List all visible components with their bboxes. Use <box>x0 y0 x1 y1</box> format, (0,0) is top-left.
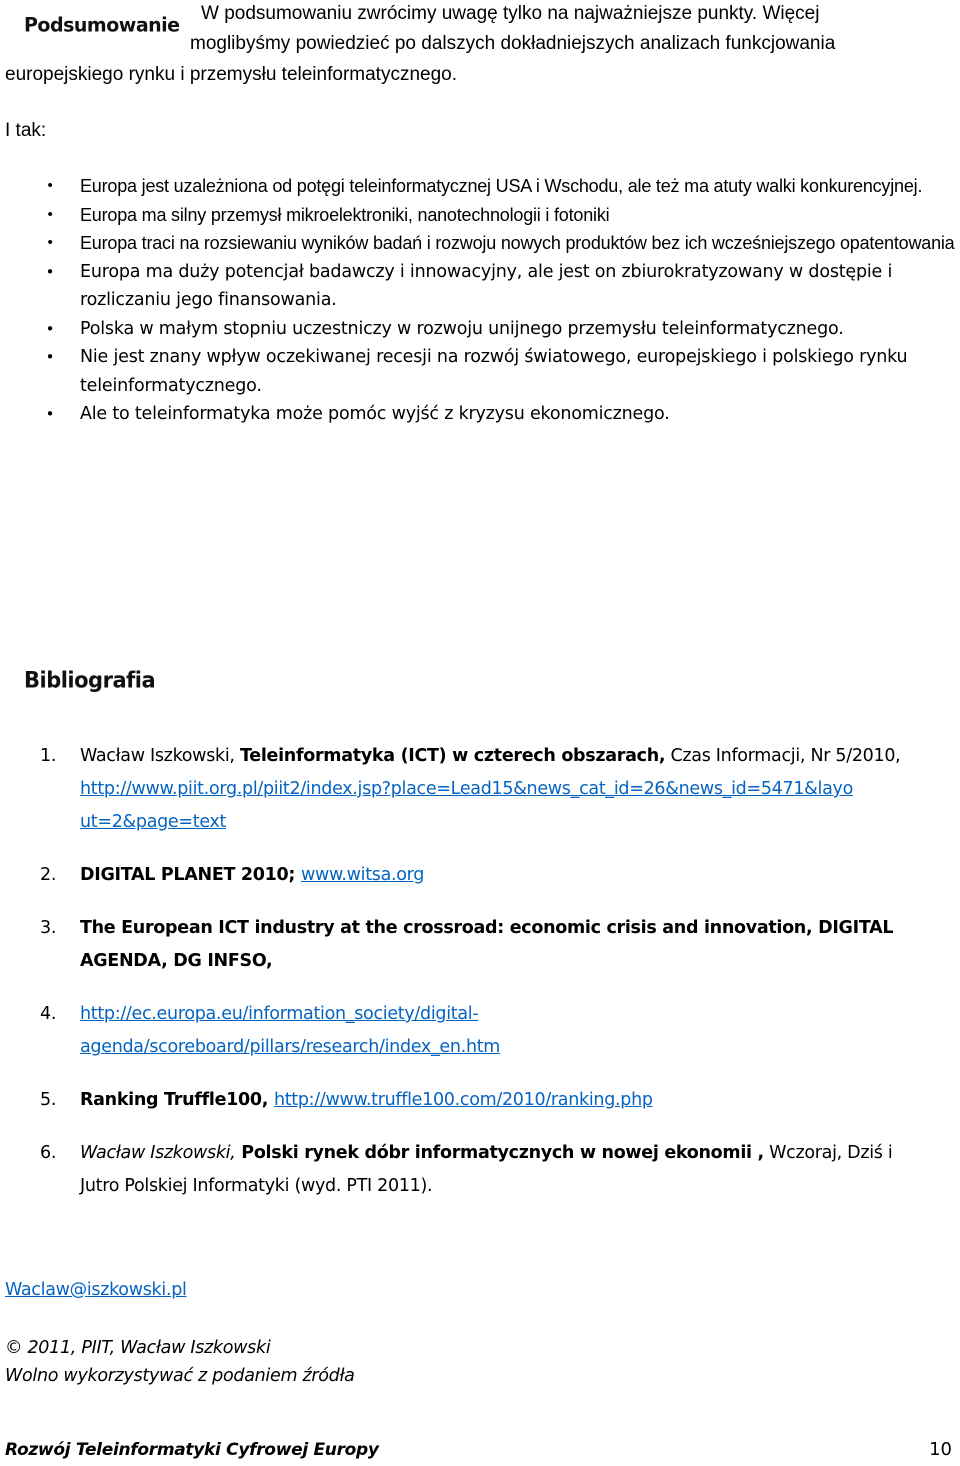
list-item: 1. Wacław Iszkowski, Teleinformatyka (ICT) w czterech obszarach, Czas Informacji, Nr 5/2010, http://www.piit.org.pl/piit2/index.jsp?place=Lead15&news_cat_id=26&news_id=5471&layo ut=2&page=text <box>40 746 901 832</box>
list-item: • Europa traci na rozsiewaniu wyników badań i rozwoju nowych produktów bez ich wcześniejszego opatentowania <box>0 229 960 258</box>
license-text: Wolno wykorzystywać z podaniem źródła <box>5 1366 355 1386</box>
list-item: 6. Wacław Iszkowski, Polski rynek dóbr informatycznych w nowej ekonomii , Wczoraj, Dziś i Jutro Polskiej Informatyki (wyd. PTI 2011). <box>40 1143 893 1196</box>
list-item: • Nie jest znany wpływ oczekiwanej recesji na rozwój światowego, europejskiego i polskiego rynku teleinformatycznego. <box>0 343 960 400</box>
bullet-icon: • <box>45 319 55 338</box>
bibliography-list <box>0 740 960 1203</box>
bullet-icon: • <box>45 262 55 281</box>
bullet-icon: • <box>47 234 53 251</box>
bib-link-ec-europa[interactable]: http://ec.europa.eu/information_society/digital- agenda/scoreboard/pillars/research/index_en.htm <box>80 1004 501 1057</box>
bib-link-piit[interactable]: http://www.piit.org.pl/piit2/index.jsp?place=Lead15&news_cat_id=26&news_id=5471&layo ut=2&page=text <box>80 779 853 832</box>
bullet-icon: • <box>47 205 53 223</box>
intro-line-3: europejskiego rynku i przemysłu teleinformatycznego. <box>5 64 457 85</box>
intro-line-2: moglibyśmy powiedzieć po dalszych dokładniejszych analizach funkcjowania <box>190 33 836 54</box>
bib-link-witsa[interactable]: www.witsa.org <box>300 865 425 885</box>
list-item: • Ale to teleinformatyka może pomóc wyjść z kryzysu ekonomicznego. <box>0 400 960 429</box>
page-number: 10 <box>929 1439 952 1460</box>
summary-bullet-list <box>0 172 960 429</box>
list-item: • Europa ma silny przemysł mikroelektroniki, nanotechnologii i fotoniki <box>0 201 960 230</box>
footer-title: Rozwój Teleinformatyki Cyfrowej Europy <box>5 1440 379 1460</box>
list-item: • Europa ma duży potencjał badawczy i innowacyjny, ale jest on zbiurokratyzowany w dostępie i rozliczaniu jego finansowania. <box>0 258 960 315</box>
bullet-icon: • <box>45 405 55 423</box>
bib-link-truffle[interactable]: http://www.truffle100.com/2010/ranking.php <box>273 1090 653 1110</box>
list-item: • Europa jest uzależniona od potęgi teleinformatycznej USA i Wschodu, ale też ma atuty walki konkurencyjnej. <box>0 172 960 201</box>
email-link[interactable]: Waclaw@iszkowski.pl <box>5 1280 187 1300</box>
summary-heading: Podsumowanie <box>24 13 180 37</box>
list-item: 3. The European ICT industry at the crossroad: economic crisis and innovation, DIGITAL AGENDA, DG INFSO, <box>40 918 894 971</box>
list-item: • Polska w małym stopniu uczestniczy w rozwoju unijnego przemysłu teleinformatycznego. <box>0 315 960 344</box>
bullet-icon: • <box>47 177 53 194</box>
intro-line-1: W podsumowaniu zwrócimy uwagę tylko na najważniejsze punkty. Więcej <box>201 3 820 24</box>
lead-text: I tak: <box>5 120 47 141</box>
bullet-icon: • <box>45 348 55 366</box>
list-item: 4. http://ec.europa.eu/information_society/digital- agenda/scoreboard/pillars/research/index_en.htm <box>40 1004 501 1057</box>
copyright-text: © 2011, PIIT, Wacław Iszkowski <box>5 1338 271 1358</box>
bibliography-heading: Bibliografia <box>24 667 156 693</box>
list-item: 2. DIGITAL PLANET 2010; www.witsa.org <box>40 865 425 885</box>
list-item: 5. Ranking Truffle100, http://www.truffle100.com/2010/ranking.php <box>40 1090 653 1110</box>
